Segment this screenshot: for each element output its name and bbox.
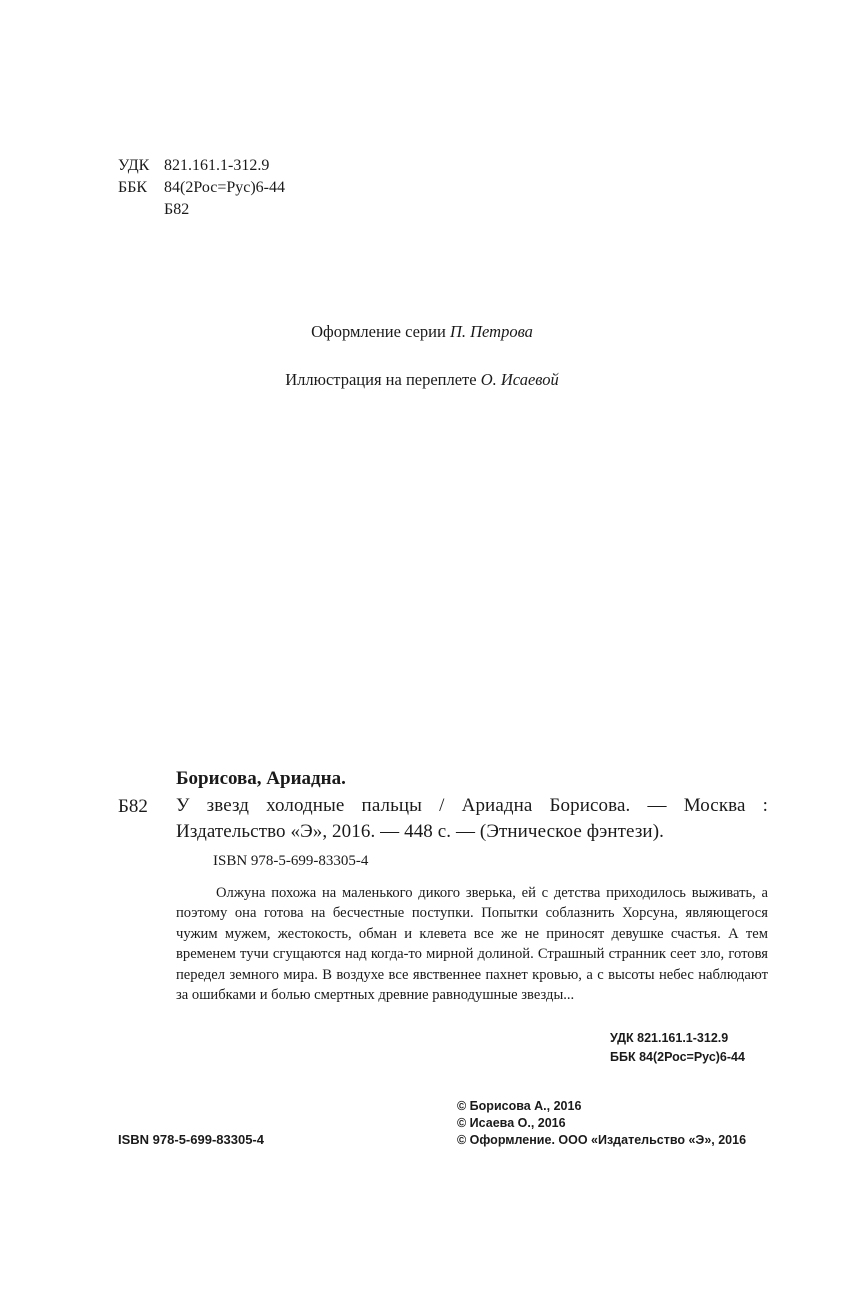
record-bbk: ББК 84(2Рос=Рус)6-44: [610, 1050, 745, 1064]
bbk-label: ББК: [118, 179, 148, 196]
footer-isbn: ISBN 978-5-699-83305-4: [118, 1132, 264, 1147]
illustration-prefix: Иллюстрация на переплете: [285, 370, 477, 389]
record-author: Борисова, Ариадна.: [176, 768, 346, 789]
bbk-value: 84(2Рос=Рус)6-44: [164, 179, 286, 196]
author-mark: Б82: [164, 201, 190, 218]
illustration-name: О. Исаевой: [480, 370, 559, 389]
bbk-row: [118, 177, 285, 199]
copyright-illustrator: © Исаева О., 2016: [457, 1116, 566, 1130]
record-mark: Б82: [118, 796, 148, 817]
record-biblio: У звезд холодные пальцы / Ариадна Борисова. — Москва : Издательство «Э», 2016. — 448 с. — (Этническое фэнтези).: [176, 795, 768, 842]
record-isbn: ISBN 978-5-699-83305-4: [213, 853, 369, 869]
series-design-credit: [0, 322, 844, 342]
udk-label: УДК: [118, 157, 150, 174]
udk-row: [118, 155, 285, 177]
copyright-design: © Оформление. ООО «Издательство «Э», 2016: [457, 1133, 747, 1147]
udk-value: 821.161.1-312.9: [164, 157, 270, 174]
series-design-prefix: Оформление серии: [311, 322, 446, 341]
illustration-credit: [0, 370, 844, 390]
copyright-author: © Борисова А., 2016: [457, 1099, 582, 1113]
series-design-name: П. Петрова: [449, 322, 533, 341]
classification-block: [118, 155, 285, 221]
author-mark-row: [118, 199, 285, 221]
record-annotation: Олжуна похожа на маленького дикого зверька, ей с детства приходилось выживать, а поэтому она готова на бесчестные поступки. Попытки соблазнить Хорсуна, являющегося чужим мужем, жестокость, обман и клевета все же не приносят девушке счастья. А тем временем тучи сгущаются над когда-то мирной долиной. Страшный странник сеет зло, готовя передел земного мира. В воздухе все явственнее пахнет кровью, а с высоты небес наблюдают за ошибками и болью смертных древние равнодушные звезды...: [176, 885, 768, 1004]
copyright-block: [457, 1098, 746, 1149]
record-udk: УДК 821.161.1-312.9: [610, 1031, 729, 1045]
